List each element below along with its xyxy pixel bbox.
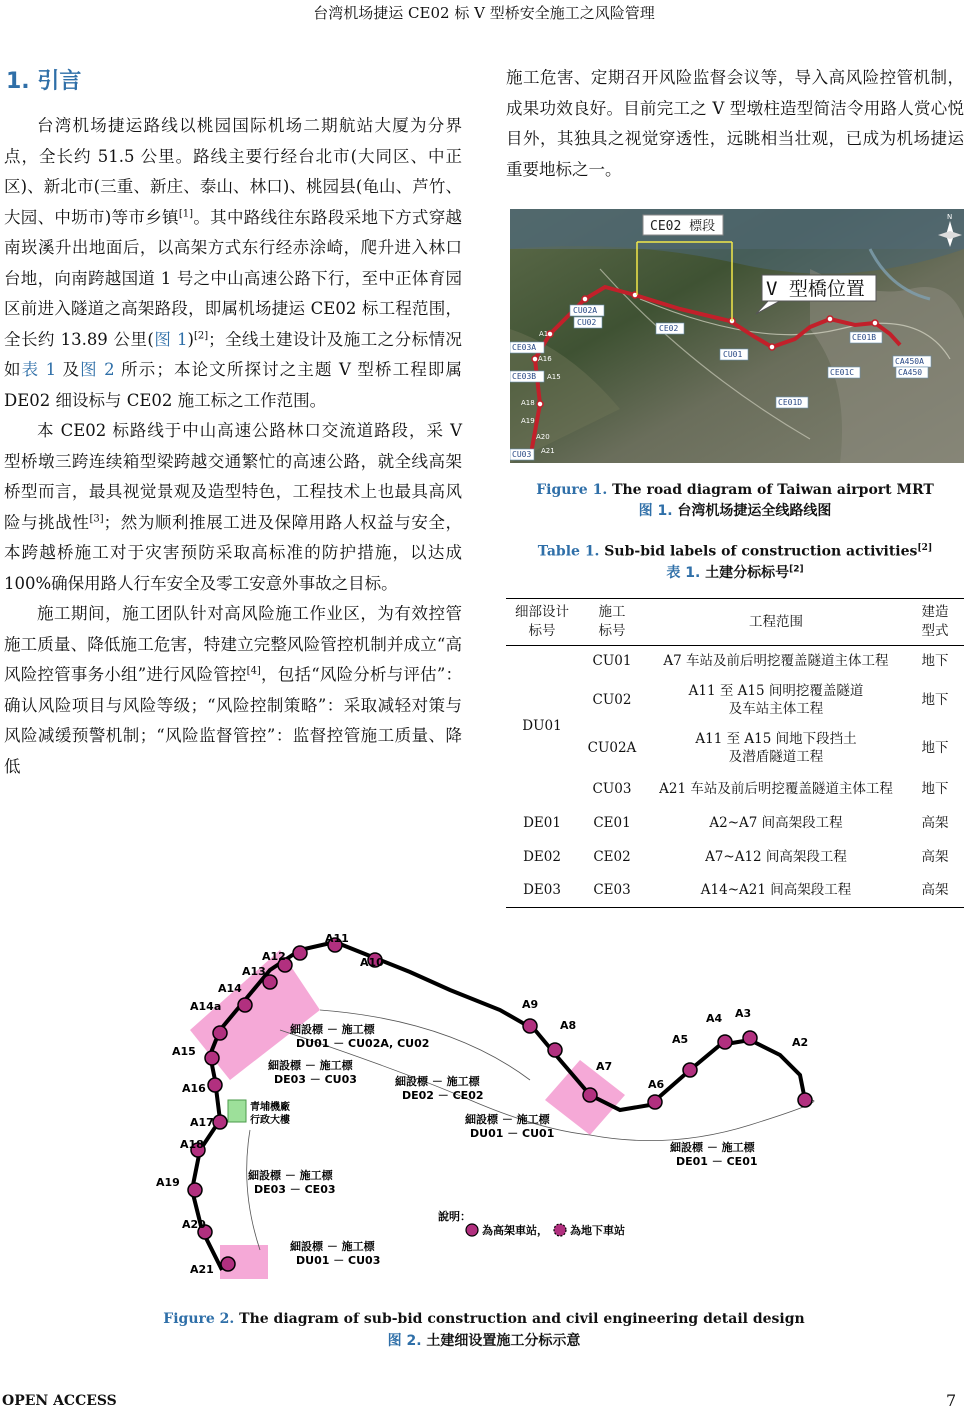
table-row bbox=[506, 806, 964, 840]
table-row bbox=[506, 646, 964, 676]
cell-design: DU01 bbox=[522, 717, 562, 734]
figure-2-link[interactable]: 图 2 bbox=[80, 360, 115, 379]
bid-label: 細設標 － 施工標 bbox=[248, 1169, 333, 1182]
station-label: A12 bbox=[262, 950, 286, 963]
cell-type: 地下 bbox=[921, 691, 949, 708]
station-label: A8 bbox=[560, 1019, 577, 1032]
cell-design: DE03 bbox=[506, 874, 578, 908]
map-label: CE03B bbox=[512, 372, 537, 381]
elevated-station-icon bbox=[466, 1224, 478, 1236]
station-marker bbox=[293, 946, 307, 960]
station-label: A21 bbox=[190, 1263, 214, 1276]
paragraph-2: 本 CE02 标路线于中山高速公路林口交流道路段，采 V 型桥墩三跨连续箱型梁跨越交通繁忙的高速公路，就全线高架桥型而言，最具视觉景观及造型特色，工程技术上也最具高风险与挑战性[3]；然为顺利推展工进及保障用路人权益与安全，本跨越桥施工对于灾害预防采取高标准的防护措施，以达成 100%确保用路人行车安全及零工安意外事故之目标。 bbox=[4, 421, 463, 593]
map-label: CE01D bbox=[778, 398, 803, 407]
station-label: A14 bbox=[218, 982, 242, 995]
bid-label: DE03 － CE03 bbox=[254, 1183, 336, 1196]
station-marker bbox=[583, 1088, 597, 1102]
station-label: A7 bbox=[596, 1060, 613, 1073]
cell-scope: A7 车站及前后明挖覆盖隧道主体工程 bbox=[663, 652, 889, 669]
station-label: A10 bbox=[360, 956, 384, 969]
sub-bid-diagram bbox=[150, 930, 820, 1280]
depot-building-icon bbox=[228, 1100, 246, 1122]
station-label: A5 bbox=[672, 1033, 689, 1046]
cell-bid: CU02 bbox=[592, 691, 632, 708]
cell-type: 地下 bbox=[921, 739, 949, 756]
cell-bid: CE01 bbox=[593, 814, 631, 831]
station-label: A3 bbox=[735, 1007, 752, 1020]
legend-underground: 為地下車站 bbox=[570, 1224, 625, 1237]
station-label: A14a bbox=[190, 1000, 222, 1013]
cell-type: 地下 bbox=[921, 652, 949, 669]
cell-bid: CE02 bbox=[593, 848, 631, 865]
bid-label: 細設標 － 施工標 bbox=[290, 1023, 375, 1036]
station-marker bbox=[743, 1031, 757, 1045]
underground-station-icon bbox=[554, 1224, 566, 1236]
cell-bid: CU01 bbox=[592, 652, 632, 669]
satellite-map bbox=[510, 209, 964, 463]
cell-scope: A21 车站及前后明挖覆盖隧道主体工程 bbox=[659, 780, 893, 797]
map-label: CU02 bbox=[577, 318, 597, 327]
bid-label: 細設標 － 施工標 bbox=[268, 1059, 353, 1072]
station-marker bbox=[205, 1051, 219, 1065]
figure-1-map bbox=[510, 209, 964, 463]
cell-scope: A2~A7 间高架段工程 bbox=[709, 814, 843, 831]
left-column bbox=[4, 111, 462, 782]
citation[interactable]: [1] bbox=[178, 208, 194, 219]
station-label: A13 bbox=[242, 965, 266, 978]
map-label: CE03A bbox=[512, 343, 537, 352]
bid-label: 細設標 － 施工標 bbox=[670, 1141, 755, 1154]
table-row bbox=[506, 874, 964, 908]
station-marker bbox=[718, 1035, 732, 1049]
legend bbox=[438, 1209, 625, 1237]
paragraph-3: 施工期间，施工团队针对高风险施工作业区，为有效控管施工质量、降低施工危害，特建立完整风险管控机制并成立“高风险控管事务小组”进行风险管控[4]，包括“风险分析与评估”：确认风险项目与风险等级；“风险控制策略”：采取减轻对策与风险减缓预警机制；“风险监督管控”：监督控管施工质量、降低 bbox=[4, 604, 463, 776]
cell-design: DE02 bbox=[523, 848, 561, 865]
citation[interactable]: [2] bbox=[193, 330, 209, 341]
bid-label: 細設標 － 施工標 bbox=[290, 1240, 375, 1253]
station-label: A20 bbox=[182, 1218, 206, 1231]
table-1-caption-en: Table 1. Sub-bid labels of construction activities[2] bbox=[537, 543, 933, 560]
header-design-no: 细部设计 标号 bbox=[506, 599, 578, 646]
map-label: CU01 bbox=[723, 350, 743, 359]
station-marker bbox=[798, 1093, 812, 1107]
legend-title: 說明： bbox=[438, 1210, 471, 1223]
bid-label: 細設標 － 施工標 bbox=[465, 1113, 550, 1126]
paragraph-continued: 施工危害、定期召开风险监督会议等，导入高风险控管机制，成果功效良好。目前完工之 V 型墩柱造型简洁令用路人赏心悦目外，其独具之视觉穿透性，远眺相当壮观，已成为机场捷运重要地标之一。 bbox=[506, 68, 964, 179]
bid-label: DU01 － CU03 bbox=[296, 1254, 381, 1267]
station-marker bbox=[523, 1019, 537, 1033]
station-label: A6 bbox=[648, 1078, 665, 1091]
cell-bid: CU02A bbox=[587, 739, 637, 756]
v-bridge-callout: V 型橋位置 bbox=[766, 278, 865, 300]
cell-scope: A11 至 A15 间地下段挡土 及潜盾隧道工程 bbox=[695, 730, 857, 765]
cell-bid: CU03 bbox=[592, 780, 632, 797]
section-title bbox=[6, 64, 81, 95]
station-label: A17 bbox=[190, 1116, 214, 1129]
section-heading: 引言 bbox=[37, 69, 82, 94]
station-label: A18 bbox=[180, 1138, 204, 1151]
station-label: A11 bbox=[325, 932, 349, 945]
cell-type: 高架 bbox=[906, 874, 964, 908]
cell-bid: CE03 bbox=[578, 874, 646, 908]
citation[interactable]: [4] bbox=[246, 665, 261, 677]
station-label: A19 bbox=[156, 1176, 180, 1189]
station-marker bbox=[188, 1183, 202, 1197]
ce02-callout: CE02 標段 bbox=[650, 219, 716, 234]
map-label: CE01C bbox=[830, 368, 855, 377]
map-label: CU03 bbox=[512, 450, 532, 459]
bid-label: DE03 － CU03 bbox=[274, 1073, 357, 1086]
station-label: A4 bbox=[706, 1012, 723, 1025]
station-label: A16 bbox=[182, 1082, 206, 1095]
cell-design: DE01 bbox=[523, 814, 561, 831]
table-row bbox=[506, 840, 964, 874]
legend-elevated: 為高架車站， bbox=[482, 1224, 548, 1237]
depot-label: 青埔機廠 bbox=[250, 1102, 290, 1113]
figure-2-caption-en: Figure 2. The diagram of sub-bid construction and civil engineering detail design bbox=[163, 1311, 805, 1327]
svg-text:N: N bbox=[947, 213, 953, 221]
map-label: CE02 bbox=[659, 324, 679, 333]
figure-2-diagram bbox=[150, 930, 820, 1280]
station-label: A2 bbox=[792, 1036, 809, 1049]
header-scope: 工程范围 bbox=[646, 599, 906, 646]
map-station: A21 bbox=[541, 447, 555, 455]
figure-1-caption-en: Figure 1. The road diagram of Taiwan airport MRT bbox=[536, 482, 934, 498]
open-access-footer: OPEN ACCESS bbox=[2, 1393, 117, 1409]
paragraph-1: 台湾机场捷运路线以桃园国际机场二期航站大厦为分界点，全长约 51.5 公里。路线主要行经台北市(大同区、中正区)、新北市(三重、新庄、泰山、林口)、桃园县(龟山、芦竹、大园、中坜市)等市乡镇[1]。其中路线往东路段采地下方式穿越南崁溪升出地面后，以高架方式东行经赤涂崎，爬升进入林口台地，向南跨越国道 1 号之中山高速公路下行，至中正体育园区前进入隧道之高架路段，即属机场捷运 CE02 标工程范围，全长约 13.89 公里(图 1)[2]；全线土建设计及施工之分标情况如表 1 及图 2 所示；本论文所探讨之主题 V 型桥工程即属 DE02 细设标与 CE02 施工标之工作范围。 bbox=[4, 116, 463, 410]
map-label: CU02A bbox=[573, 306, 598, 315]
map-station: A16 bbox=[538, 355, 552, 363]
cell-scope: A11 至 A15 间明挖覆盖隧道 及车站主体工程 bbox=[688, 682, 864, 717]
station-marker bbox=[221, 1257, 235, 1271]
map-station: A1 bbox=[539, 330, 549, 338]
station-label: A15 bbox=[172, 1045, 196, 1058]
station-marker bbox=[213, 1115, 227, 1129]
cell-type: 高架 bbox=[921, 814, 949, 831]
figure-1-link[interactable]: 图 1 bbox=[153, 329, 188, 349]
depot-label: 行政大樓 bbox=[250, 1115, 290, 1126]
cell-scope: A7~A12 间高架段工程 bbox=[705, 848, 847, 865]
station-marker bbox=[213, 1026, 227, 1040]
bid-label: DU01 － CU01 bbox=[470, 1127, 555, 1140]
running-header: 台湾机场捷运 CE02 标 V 型桥安全施工之风险管理 bbox=[313, 4, 655, 22]
bid-label: DE01 － CE01 bbox=[676, 1155, 758, 1168]
bid-label: DU01 － CU02A, CU02 bbox=[296, 1037, 430, 1050]
station-label: A9 bbox=[522, 998, 539, 1011]
map-station: A19 bbox=[521, 417, 535, 425]
table-header-row bbox=[506, 599, 964, 646]
cell-type: 地下 bbox=[921, 780, 949, 797]
station-marker bbox=[208, 1078, 222, 1092]
table-1-caption-cn: 表 1. 土建分标标号[2] bbox=[666, 564, 804, 581]
map-label: CA450A bbox=[895, 357, 924, 366]
figure-1-caption-cn: 图 1. 台湾机场捷运全线路线图 bbox=[638, 503, 832, 519]
header-type: 建造 型式 bbox=[906, 599, 964, 646]
table-1 bbox=[506, 598, 964, 908]
station-marker bbox=[683, 1063, 697, 1077]
right-column bbox=[506, 63, 964, 185]
citation[interactable]: [3] bbox=[89, 513, 104, 524]
bid-label: 細設標 － 施工標 bbox=[395, 1075, 480, 1088]
figure-2-caption-cn: 图 2. 土建细设置施工分标示意 bbox=[387, 1333, 581, 1349]
map-label: CE01B bbox=[852, 333, 877, 342]
page-number: 7 bbox=[946, 1391, 957, 1410]
map-station: A15 bbox=[547, 373, 561, 381]
station-marker bbox=[548, 1043, 562, 1057]
station-marker bbox=[238, 998, 252, 1012]
map-station: A18 bbox=[521, 399, 535, 407]
map-station: A20 bbox=[536, 433, 550, 441]
bid-label: DE02 － CE02 bbox=[402, 1089, 484, 1102]
header-bid-no: 施工 标号 bbox=[578, 599, 646, 646]
station-marker bbox=[648, 1095, 662, 1109]
section-number: 1. bbox=[6, 69, 30, 94]
map-label: CA450 bbox=[898, 368, 923, 377]
cell-type: 高架 bbox=[921, 848, 949, 865]
table-1-link[interactable]: 表 1 bbox=[21, 360, 57, 379]
cell-scope: A14~A21 间高架段工程 bbox=[646, 874, 906, 908]
